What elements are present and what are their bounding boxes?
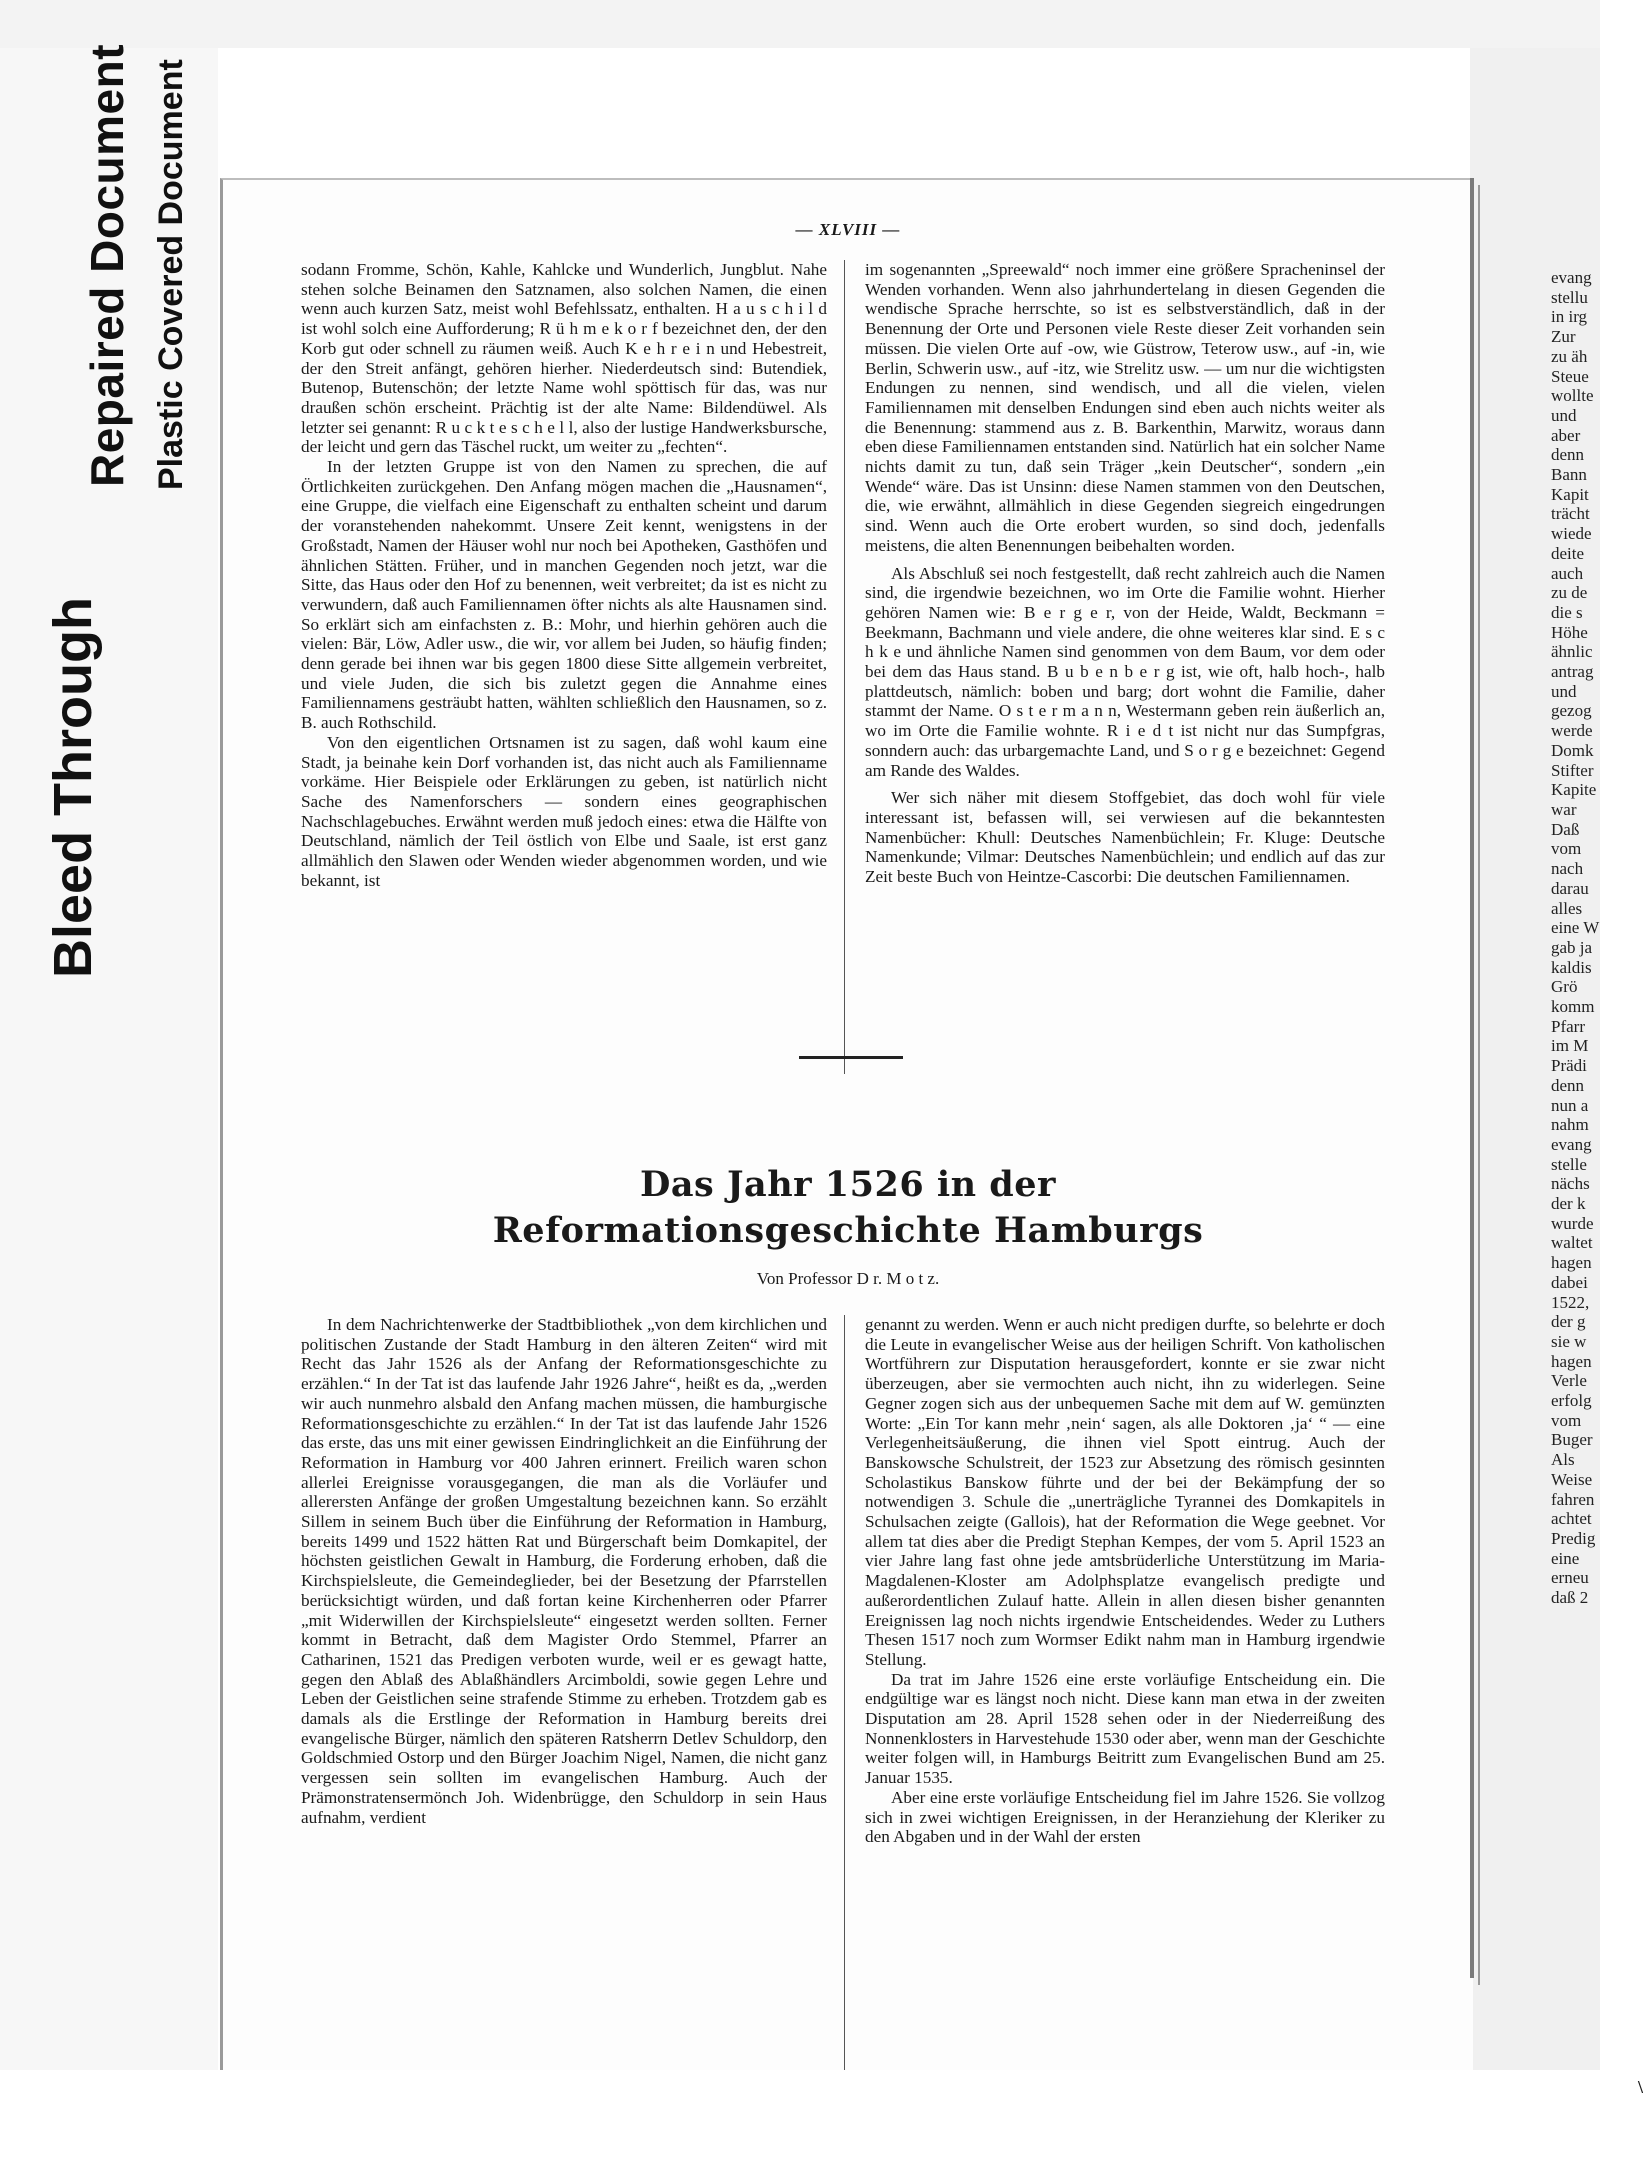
facing-page-fragment: Stifter [1551,760,1594,780]
facing-page-fragment: ähnlic [1551,642,1593,662]
facing-page-fragment: evang [1551,1134,1592,1154]
facing-page-fragment: Buger [1551,1430,1593,1450]
facing-page-fragment: stellu [1551,287,1588,307]
facing-page-fragment: nun a [1551,1095,1589,1115]
facing-page-fragment: in irg [1551,307,1588,327]
facing-page-fragment: denn [1551,1075,1585,1095]
column-bottom-left [301,1315,827,1827]
article-byline: Von Professor D r. M o t z. [756,1269,940,1288]
facing-page-fragment: Pfarr [1551,1016,1585,1036]
facing-page-fragment: im M [1551,1036,1589,1056]
article-title [223,1162,1473,1254]
facing-page-fragment: hagen [1551,1351,1592,1371]
facing-page-fragment: achtet [1551,1509,1592,1529]
facing-page-fragment: kaldis [1551,957,1592,977]
facing-page-fragment: Zur [1551,327,1576,347]
column-top-left [301,260,827,891]
facing-page-fragment: eine W [1551,918,1600,938]
label-repaired-document: Repaired Document [81,43,133,487]
facing-page-fragment: Predig [1551,1529,1596,1548]
paragraph: Wer sich näher mit diesem Stoffgebiet, das doch wohl für viele interessant ist, befassen will, sei verwiesen auf die bekanntesten Namenbücher: Khull: Deutsches Namenbüchlein; Fr. Kluge: Deutsche Namenkunde; Vilmar: Deutsches Namenbüchlein; und endlich auf das zur Zeit beste Buch von Heintze-Cascorbi: Die deutschen Familiennamen. [865,788,1385,887]
facing-page-fragment: und [1551,405,1577,425]
facing-page-fragment: zu de [1551,583,1588,603]
facing-page-fragment: erneu [1551,1568,1589,1588]
article-title-line: Reformationsgeschichte Hamburgs [492,1210,1204,1251]
paragraph: Aber eine erste vorläufige Entscheidung fiel im Jahre 1526. Sie vollzog sich in zwei wichtigen Ereignissen, in der Heranziehung der Kleriker zu den Abgaben und in der Wahl der ersten [865,1787,1385,1847]
facing-page-fragment: deite [1551,543,1585,563]
facing-page-fragment: 1522, [1551,1292,1590,1312]
facing-page-text [1551,268,1600,1608]
paragraph: sodann Fromme, Schön, Kahle, Kahlcke und Wunderlich, Jungblut. Nahe stehen solche Beinamen den Satznamen, also solchen Namen, die einen wenn auch kurzen Satz, meist wohl Befehlssatz, enthalten. H a u s c h i l d ist wohl solch eine Aufforderung; R ü h m e k o r f bezeichnet den, der den Korb gut oder schnell zu räumen weiß. Auch K e h r e i n und Hebestreit, der den Streit anfängt, gehören hierher. Niederdeutsch sind: Butendiek, Butenop, Butenschön; der letzte Name wohl spöttisch für das, was nur draußen schön erscheint. Prächtig ist der alte Name: Bildendüwel. Als letzter sei genannt: R u c k t e s c h e l l, also der lustige Handwerksbursche, der leicht und gern das Täschel ruckt, um weiter zu „fechten“. [301,260,827,457]
facing-page-fragment: die s [1551,602,1583,622]
facing-page-fragment: vom [1551,1410,1582,1430]
paragraph: im sogenannten „Spreewald“ noch immer eine größere Spracheninsel der Wenden vorhanden. Wenn also jahrhundertelang in diesen Gegenden die wendische Sprache herrschte, so ist es selbstverständlich, daß in der Benennung der Orte und Personen viele Reste dieser Zeit vorhanden sein müssen. Die vielen Orte auf -ow, wie Güstrow, Teterow usw., auf -in, wie Berlin, Schwerin usw., auf -itz, wie Strelitz usw. — um nur die wichtigsten Endungen zu nennen, sind wendisch, und all die vielen, vielen Familiennamen mit denselben Endungen sind eben auch nichts weiter als die Benennung: stammend aus z. B. Barkenthin, Marwitz, woraus dann eben diese Familiennamen entstanden sind. Natürlich hat ein solcher Name nichts damit zu tun, daß sein Träger „kein Deutscher“, sondern „ein Wende“ wäre. Das ist Unsinn: diese Namen stammen von den Deutschen, die, wie erwähnt, allmählich in diese Gegenden siegreich eingedrungen sind. Wenn auch die Orte erobert wurden, so sind doch, jedenfalls meistens, die alten Benennungen beibehalten worden. [865,260,1385,555]
facing-page-fragment: vom [1551,839,1582,859]
paragraph: In der letzten Gruppe ist von den Namen zu sprechen, die auf Örtlichkeiten zurückgehen. Den Anfang mögen machen die „Hausnamen“, eine Gruppe, die vielfach eine Eigenschaft zu enthalten scheint und darum der voranstehenden nahekommt. Unsere Zeit kennt, wenigstens in der Großstadt, Namen der Häuser wohl nur noch bei Apotheken, Gasthöfen und ähnlichen Stätten. Früher, und in manchen Gegenden noch jetzt, war die Sitte, das Haus oder den Hof zu benennen, weit verbreitet; da ist es nicht zu verwundern, daß auch Familiennamen öfter nichts als alte Hausnamen sind. So erklärt sich am einfachsten z. B.: Mohr, und hierhin gehören auch die vielen: Bär, Löw, Adler usw., die wir, vor allem bei Juden, so häufig finden; denn gerade bei ihnen war bis gegen 1800 diese Sitte allgemein verbreitet, und viele Juden, die sich bis zuletzt gegen die Annahme eines Familiennamens gesträubt hatten, wählten schließlich den Hausnamen, so z. B. auch Rothschild. [301,457,827,733]
corner-mark: \ [1638,2077,1643,2097]
facing-page-fragment: wiede [1551,524,1592,544]
facing-page-fragment: trächt [1551,504,1590,524]
facing-page-fragment: wurde [1551,1213,1594,1233]
paragraph: Als Abschluß sei noch festgestellt, daß recht zahlreich auch die Namen sind, die irgendwie bezeichnen, wo im Orte die Familie wohnt. Hierher gehören Namen wie: B e r g e r, von der Heide, Waldt, Beckmann = Beekmann, Bachmann und viele andere, die ohne weiteres klar sind. E s c h k e und ähnliche Namen sind genommen von dem Baum, vor dem oder bei dem das Haus stand. B u b e n b e r g ist, wie oft, halb hoch-, halb plattdeutsch, nämlich: boben und barg; dort wohnt die Familie, daher stammt der Name. O s t e r m a n n, Westermann geben rein äußerlich an, wo im Orte die Familie wohnte. R i e d t ist nicht nur das Sumpfgras, sonndern auch: das urbargemachte Land, und S o r g e bezeichnet: Gegend am Rande des Waldes. [865,563,1385,780]
facing-page-fragment: und [1551,681,1577,701]
facing-page-fragment: waltet [1551,1233,1593,1253]
facing-page-fragment: Höhe [1551,622,1588,642]
facing-page-fragment: gezog [1551,701,1592,721]
facing-page-fragment: werde [1551,721,1593,741]
facing-page-fragment: hagen [1551,1253,1592,1273]
facing-page-fragment: dabei [1551,1272,1588,1292]
facing-page-fragment: nahm [1551,1115,1589,1135]
facing-page-fragment: Domk [1551,740,1594,760]
scanner-bottom-band [0,2070,1600,2177]
facing-page-fragment: Kapit [1551,484,1589,504]
column-bottom-right [865,1315,1385,1847]
paragraph: Von den eigentlichen Ortsnamen ist zu sagen, daß wohl kaum eine Stadt, ja beinahe kein Dorf vorhanden ist, das nicht auch als Familienname vorkäme. Hier Beispiele oder Erklärungen zu geben, ist natürlich nicht Sache des Namenforschers — sondern eines geographischen Nachschlagebuches. Erwähnt werden muß jedoch eines: etwa die Hälfte von Deutschland, nämlich der Teil östlich von Elbe und Saale, ist erst ganz allmählich den Slawen oder Wenden wieder abgenommen worden, und wie bekannt, ist [301,732,827,890]
facing-page-fragment: evang [1551,268,1592,287]
column-top-right [865,260,1385,887]
facing-page-edge [1478,185,1480,1985]
facing-page-fragment: auch [1551,563,1584,583]
facing-page-fragment: daß 2 [1551,1588,1589,1608]
page-right-edge [1470,178,1474,1978]
facing-page-fragment: Kapite [1551,780,1597,800]
facing-page-fragment: Verle [1551,1371,1587,1391]
facing-page-fragment: der k [1551,1194,1586,1214]
facing-page-fragment: nach [1551,859,1584,879]
scanner-top-band [0,0,1600,48]
column-rule [844,260,845,1074]
paragraph: In dem Nachrichtenwerke der Stadtbibliothek „von dem kirchlichen und politischen Zustande der Stadt Hamburg in den älteren Zeiten“ wird mit Recht das Jahr 1526 als der Anfang der Reformationsgeschichte zu erzählen.“ In der Tat ist das laufende Jahr 1926 Jahre“, heißt es da, „werden wir auch nunmehro alsbald den Anfang machen müssen, die hamburgische Reformationsgeschichte zu erzählen.“ In der Tat ist das laufende Jahr 1526 das erste, das uns mit einer gewissen Eindringlichkeit an die Einführung der Reformation in Hamburg vor 400 Jahren erinnert. Freilich waren schon allerlei Ereignisse vorausgegangen, die man als die Vorläufer und allerersten Anfänge der großen Umgestaltung bezeichnen kann. So erzählt Sillem in seinem Buch über die Einführung der Reformation in Hamburg, bereits 1499 und 1522 hätten Rat und Bürgerschaft beim Domkapitel, der höchsten geistlichen Gewalt in Hamburg, die Forderung erhoben, daß die Kirchspielsleute, die Gemeindeglieder, bei der Besetzung der Pfarrstellen berücksichtigt würden, und daß fortan keine Kirchenherren oder Pfarrer „mit Widerwillen der Kirchspielsleute“ eingesetzt werden sollten. Ferner kommt in Betracht, daß dem Magister Ordo Stemmel, Pfarrer an Catharinen, 1521 das Predigen verboten wurde, weil er es gewagt hatte, gegen den Ablaß des Ablaßhändlers Arcimboldi, sowie gegen Lehre und Leben der Geistlichen seine strafende Stimme zu erheben. Trotzdem gab es damals als die Erstlinge der Reformation in Hamburg bereits drei evangelische Bürger, nämlich den späteren Ratsherrn Detlev Schuldorp, den Goldschmied Ostorp und den Bürger Joachim Nigel, Namen, die nicht ganz vergessen sein sollten im evangelischen Hamburg. Auch der Prämonstratensermönch Joh. Widenbrügge, den Schuldorp in sein Haus aufnahm, verdient [301,1315,827,1827]
column-rule [844,1315,845,2090]
paragraph: genannt zu werden. Wenn er auch nicht predigen durfte, so belehrte er doch die Leute in evangelischer Weise aus der heiligen Schrift. Von katholischen Wortführern zur Disputation herausgefordert, konnte er sie zwar nicht überzeugen, aber sie vermochten auch nicht, ihn zu widerlegen. Seine Gegner zogen sich aus der unbequemen Sache mit dem auf W. gemünzten Worte: „Ein Tor kann mehr ‚nein‘ sagen, als alle Doktoren ‚ja‘ “ — eine Verlegenheitsäußerung, die ihnen viel Spott eintrug. Auch der Banskowsche Schulstreit, der 1523 zur Absetzung des römisch gesinnten Scholastikus Banskow führte und der bei der Bekämpfung der so notwendigen 3. Schule die „unerträgliche Tyrannei des Domkapitels in Schulsachen zeigte (Gallois), hat der Reformation die Wege geebnet. Vor allem tat dies aber die Predigt Stephan Kempes, der vom 5. April 1523 an vier Jahre lang fast ohne jede amtsbrüderliche Unterstützung im Maria-Magdalenen-Kloster am Adolphsplatze evangelisch predigte und außerordentlichen Zulauf hatte. Allein in allen diesen bisher genannten Ereignissen lag noch nichts irgendwie Entscheidendes. Weder zu Luthers Thesen 1517 noch zum Wormser Edikt nahm man in Hamburg irgendwie Stellung. [865,1315,1385,1669]
facing-page-fragment: war [1551,799,1577,819]
facing-page-fragment: alles [1551,898,1583,918]
facing-page-fragment: gab ja [1551,937,1593,957]
paragraph: Da trat im Jahre 1526 eine erste vorläufige Entscheidung ein. Die endgültige war es längst noch nicht. Diese kann man etwa in der zweiten Disputation am 28. April 1528 sehen oder in der Niederreißung des Nonnenklosters in Harvestehude 1530 oder aber, wenn man der Geschichte weiter folgen will, in Hamburgs Beitritt zum Evangelischen Bund am 25. Januar 1535. [865,1669,1385,1788]
facing-page-fragment: komm [1551,997,1595,1017]
facing-page-fragment: nächs [1551,1174,1590,1194]
facing-page-fragment: Grö [1551,977,1578,997]
facing-page-fragment: Weise [1551,1469,1593,1489]
facing-page-fragment: eine [1551,1548,1580,1568]
facing-page-fragment: antrag [1551,662,1594,682]
label-plastic-covered: Plastic Covered Document [152,59,190,490]
facing-page-fragment: darau [1551,878,1589,898]
facing-page-fragment: der g [1551,1312,1586,1332]
facing-page-fragment: fahren [1551,1489,1595,1509]
facing-page-fragment: denn [1551,445,1585,465]
facing-page-fragment: stelle [1551,1154,1587,1174]
facing-page-fragment: Als [1551,1450,1575,1470]
facing-page-fragment: erfolg [1551,1391,1592,1411]
facing-page-fragment: sie w [1551,1331,1587,1351]
article-title-line: Das Jahr 1526 in der [640,1164,1056,1205]
section-separator [799,1056,903,1059]
facing-page-fragment: Steue [1551,366,1589,386]
facing-page-fragment: aber [1551,425,1581,445]
facing-page-fragment: wollte [1551,386,1594,406]
facing-page-fragment: Prädi [1551,1056,1587,1076]
label-bleed-through: Bleed Through [43,597,103,978]
facing-page-fragment: zu äh [1551,346,1588,366]
facing-page-fragment: Daß [1551,819,1580,839]
page-folio: — XLVIII — [795,220,901,239]
facing-page-fragment: Bann [1551,465,1587,485]
